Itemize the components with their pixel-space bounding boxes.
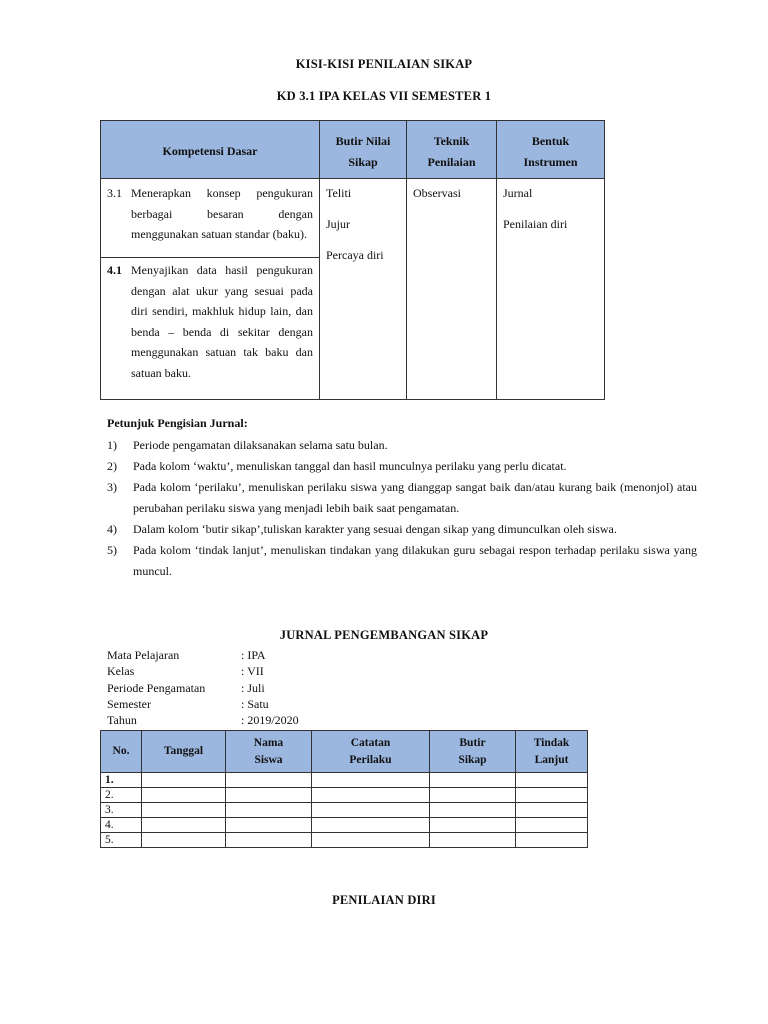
- header-tindak-line2: Lanjut: [534, 753, 569, 766]
- butir-nilai-cell: [320, 179, 407, 400]
- header-tindak-lanjut: [516, 731, 588, 773]
- page-subtitle: KD 3.1 IPA KELAS VII SEMESTER 1: [276, 89, 492, 103]
- row-number: 1.: [101, 773, 142, 788]
- header-nama-line1: Nama: [253, 736, 284, 749]
- meta-row: [107, 647, 299, 663]
- kd-text: Menerapkan konsep pengukuran berbagai besaran dengan menggunakan satuan standar (baku).: [131, 186, 313, 241]
- bentuk-cell: [497, 179, 605, 400]
- table-cell: [142, 788, 226, 803]
- table-row: [101, 773, 588, 788]
- list-number: 2): [107, 459, 117, 473]
- header-bentuk-line2: Instrumen: [523, 154, 578, 169]
- list-number: 3): [107, 480, 117, 494]
- kd-number: 4.1: [107, 263, 122, 277]
- table-cell: [226, 773, 312, 788]
- header-tanggal-label: Tanggal: [163, 745, 204, 757]
- meta-label: Periode Pengamatan: [107, 680, 206, 695]
- list-item: [107, 456, 697, 477]
- table-cell: [430, 833, 516, 848]
- bentuk-item: Penilaian diri: [503, 217, 568, 231]
- meta-value: : VII: [241, 664, 264, 679]
- list-text: Pada kolom ‘perilaku’, menuliskan perilaku siswa yang dianggap sangat baik dan/atau kurang baik (menonjol) atau perubahan perilaku siswa yang menjadi lebih baik saat pengamatan.: [133, 480, 697, 515]
- list-number: 1): [107, 438, 117, 452]
- header-catatan-line2: Perilaku: [349, 753, 392, 766]
- list-text: Dalam kolom ‘butir sikap’,tuliskan karakter yang sesuai dengan sikap yang dimunculkan oleh siswa.: [133, 522, 617, 536]
- header-catatan-perilaku: [312, 731, 430, 773]
- list-number: 5): [107, 543, 117, 557]
- list-text: Pada kolom ‘tindak lanjut’, menuliskan tindakan yang dilakukan guru sebagai respon terhadap perilaku siswa yang muncul.: [133, 543, 697, 578]
- row-number: 5.: [101, 833, 142, 848]
- meta-label: Mata Pelajaran: [107, 648, 180, 662]
- table-cell: [142, 803, 226, 818]
- jurnal-meta: [107, 647, 299, 728]
- meta-value: : IPA: [241, 648, 266, 662]
- meta-value: : Satu: [241, 696, 269, 711]
- meta-row: [107, 663, 299, 679]
- header-kompetensi-label: Kompetensi Dasar: [162, 144, 258, 159]
- table-cell: [142, 833, 226, 848]
- meta-row: [107, 680, 299, 696]
- row-number: 4.: [101, 818, 142, 833]
- meta-label: Semester: [107, 696, 151, 711]
- meta-label: Tahun: [107, 713, 137, 728]
- table-cell: [516, 818, 588, 833]
- header-teknik-penilaian: [407, 121, 497, 179]
- butir-item: Jujur: [326, 217, 350, 231]
- table-cell: [312, 788, 430, 803]
- list-item: [107, 540, 697, 582]
- header-tindak-line1: Tindak: [533, 736, 570, 749]
- header-butir-sikap-line1: Butir: [459, 736, 486, 749]
- kd-cell-4-1: [101, 258, 320, 400]
- butir-item: Percaya diri: [326, 248, 384, 262]
- meta-row: [107, 712, 299, 728]
- header-no: [101, 731, 142, 773]
- bentuk-item: Jurnal: [503, 186, 533, 200]
- row-number: 3.: [101, 803, 142, 818]
- table-row: [101, 788, 588, 803]
- petunjuk-list: [107, 435, 697, 582]
- header-nama-line2: Siswa: [254, 753, 283, 766]
- table-cell: [516, 803, 588, 818]
- table-cell: [142, 773, 226, 788]
- table-cell: [312, 803, 430, 818]
- header-kompetensi-dasar: [101, 121, 320, 179]
- teknik-cell: [407, 179, 497, 400]
- header-butir-nilai-sikap: [320, 121, 407, 179]
- petunjuk-heading: Petunjuk Pengisian Jurnal:: [107, 416, 248, 430]
- table-row: [101, 818, 588, 833]
- meta-value: : Juli: [241, 680, 265, 695]
- table-cell: [226, 833, 312, 848]
- list-item: [107, 519, 697, 540]
- header-butir-line1: Butir Nilai: [335, 134, 391, 148]
- table-row: [101, 833, 588, 848]
- penilaian-diri-title: PENILAIAN DIRI: [332, 893, 436, 907]
- table-cell: [516, 788, 588, 803]
- header-butir-sikap: [430, 731, 516, 773]
- table-cell: [226, 803, 312, 818]
- jurnal-title: JURNAL PENGEMBANGAN SIKAP: [279, 628, 489, 642]
- table-cell: [430, 818, 516, 833]
- jurnal-table: [100, 730, 588, 848]
- meta-label: Kelas: [107, 664, 135, 679]
- kisi-kisi-table: [100, 120, 605, 400]
- list-number: 4): [107, 522, 117, 536]
- table-cell: [226, 818, 312, 833]
- meta-row: [107, 696, 299, 712]
- meta-value: : 2019/2020: [241, 713, 299, 728]
- header-tanggal: [142, 731, 226, 773]
- list-item: [107, 435, 697, 456]
- butir-item: Teliti: [326, 186, 352, 200]
- page-title: KISI-KISI PENILAIAN SIKAP: [295, 57, 473, 71]
- list-text: Periode pengamatan dilaksanakan selama satu bulan.: [133, 438, 388, 452]
- table-cell: [312, 833, 430, 848]
- header-teknik-line1: Teknik: [433, 134, 470, 148]
- header-bentuk-line1: Bentuk: [531, 134, 570, 148]
- list-item: [107, 477, 697, 519]
- kd-cell-3-1: [101, 179, 320, 258]
- header-no-label: No.: [112, 745, 130, 757]
- table-cell: [312, 773, 430, 788]
- header-butir-line2: Sikap: [348, 154, 378, 169]
- teknik-item: Observasi: [413, 186, 461, 200]
- kd-number: 3.1: [107, 186, 122, 200]
- table-cell: [312, 818, 430, 833]
- table-cell: [430, 788, 516, 803]
- header-bentuk-instrumen: [497, 121, 605, 179]
- table-cell: [142, 818, 226, 833]
- table-cell: [226, 788, 312, 803]
- row-number: 2.: [101, 788, 142, 803]
- kd-text: Menyajikan data hasil pengukuran dengan alat ukur yang sesuai pada diri sendiri, makhluk hidup lain, dan benda – benda di sekitar dengan menggunakan satuan tak baku dan satuan baku.: [131, 263, 313, 380]
- header-nama-siswa: [226, 731, 312, 773]
- table-row: [101, 803, 588, 818]
- table-cell: [516, 773, 588, 788]
- header-butir-sikap-line2: Sikap: [458, 753, 487, 766]
- header-teknik-line2: Penilaian: [427, 154, 476, 169]
- table-cell: [430, 803, 516, 818]
- table-cell: [516, 833, 588, 848]
- list-text: Pada kolom ‘waktu’, menuliskan tanggal dan hasil munculnya perilaku yang perlu dicatat.: [133, 459, 567, 473]
- table-cell: [430, 773, 516, 788]
- header-catatan-line1: Catatan: [350, 736, 391, 749]
